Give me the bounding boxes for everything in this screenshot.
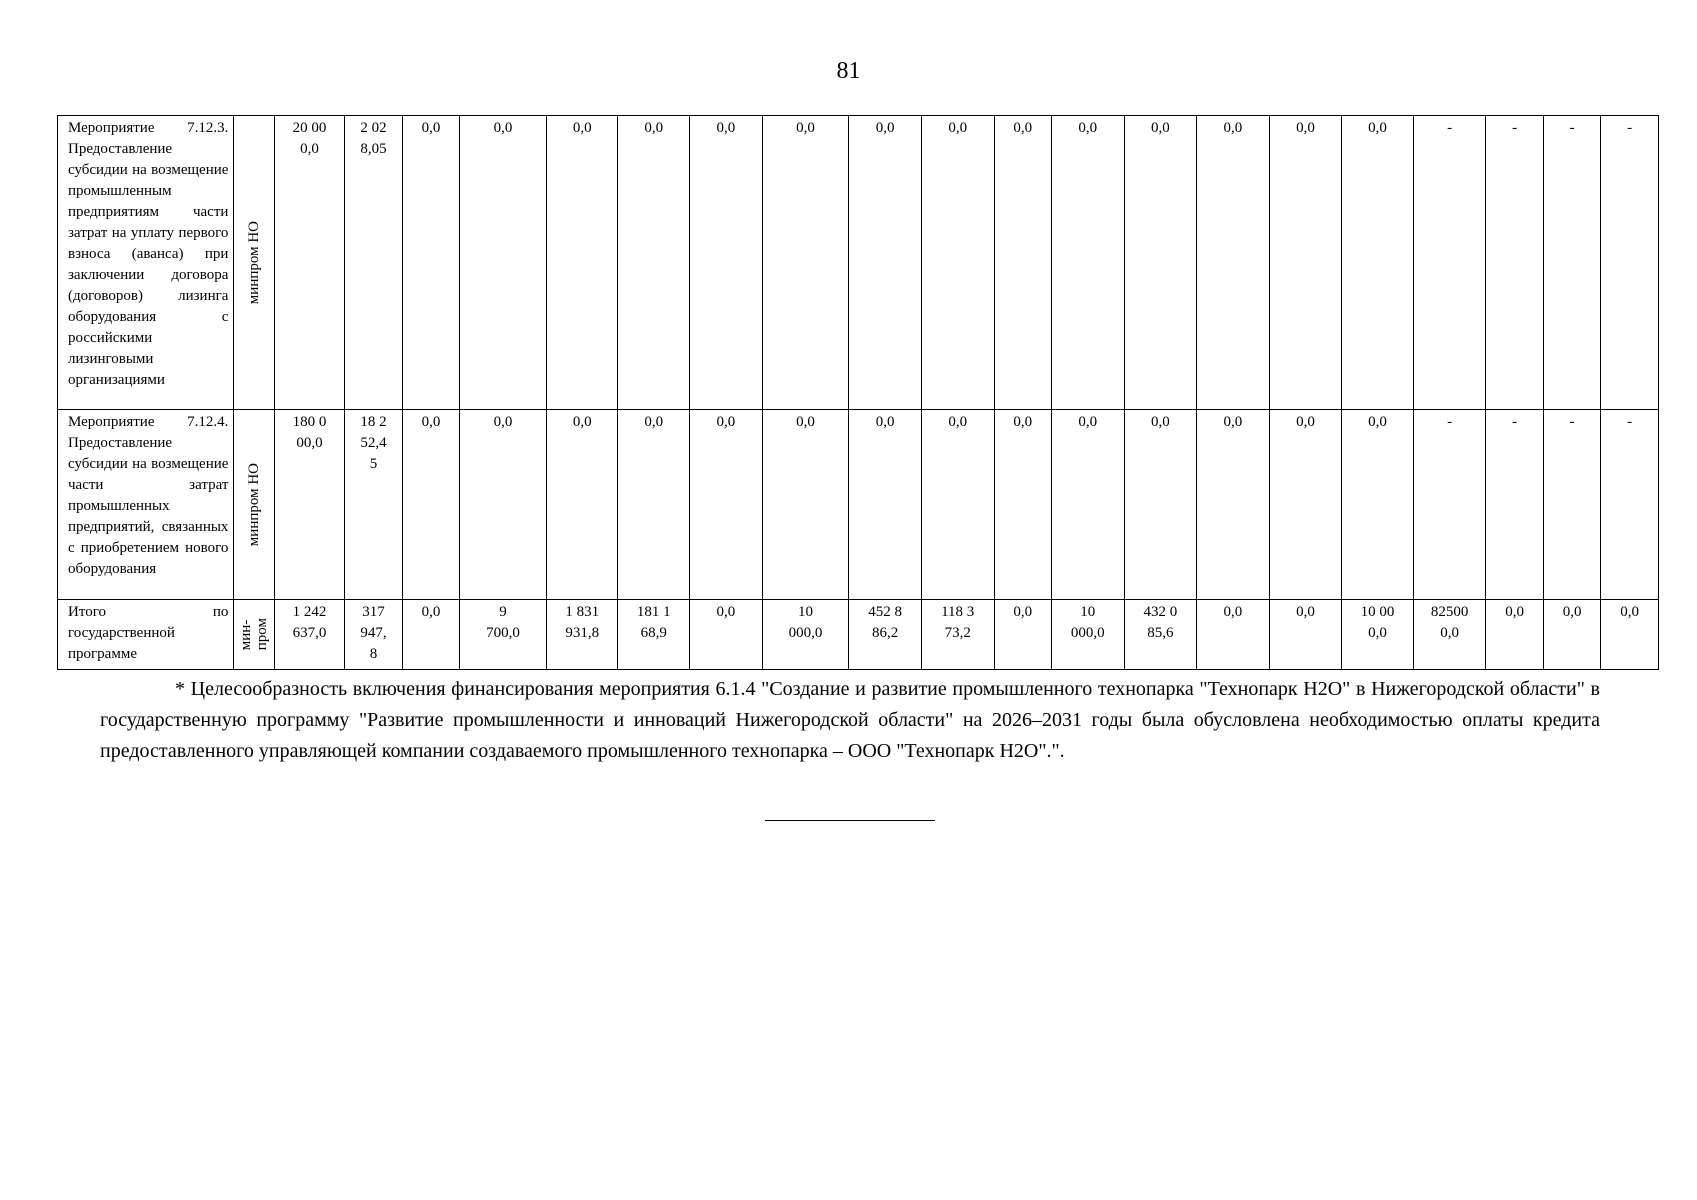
value-cell <box>460 116 547 410</box>
cell-value: 1 242 637,0 <box>292 604 327 641</box>
cell-value: 82500 0,0 <box>1430 604 1469 641</box>
footnote-text: * Целесообразность включения финансирования мероприятия 6.1.4 "Создание и развитие промышленного технопарка "Технопарк H2O" в Нижегородской области" в государственную программу "Развитие промышленности и инноваций Нижегородской области" на 2026–2031 годы была обусловлена необходимостью оплаты кредита предоставленного управляющей компании создаваемого промышленного технопарка – ООО "Технопарк H2O".". <box>100 678 1600 762</box>
value-cell <box>1342 116 1414 410</box>
table-row <box>58 116 1659 410</box>
cell-value: 0,0 <box>875 414 895 430</box>
cell-value: 10 00 0,0 <box>1360 604 1395 641</box>
cell-value: 0,0 <box>493 120 513 136</box>
cell-value: - <box>1569 120 1575 136</box>
value-cell <box>994 116 1051 410</box>
value-cell <box>1269 600 1342 670</box>
executor-label: минпром НО <box>246 462 263 547</box>
cell-value: 0,0 <box>716 120 736 136</box>
value-cell <box>690 410 763 600</box>
cell-value: 0,0 <box>796 120 815 136</box>
cell-value: 0,0 <box>1078 120 1098 136</box>
value-cell <box>618 600 690 670</box>
value-cell <box>274 600 345 670</box>
value-cell <box>994 600 1051 670</box>
value-cell <box>1197 600 1270 670</box>
cell-value: 452 8 86,2 <box>868 604 902 641</box>
value-cell <box>921 600 994 670</box>
cell-value: 0,0 <box>1013 120 1033 136</box>
cell-value: 0,0 <box>1620 604 1640 620</box>
value-cell <box>1051 116 1124 410</box>
executor-label: мин- пром <box>238 618 271 651</box>
value-cell <box>1124 116 1197 410</box>
value-cell <box>762 600 849 670</box>
cell-value: 0,0 <box>644 414 664 430</box>
cell-value: 20 00 0,0 <box>292 120 327 157</box>
value-cell <box>345 410 402 600</box>
value-cell <box>1051 600 1124 670</box>
value-cell <box>1124 410 1197 600</box>
cell-value: 0,0 <box>1150 120 1170 136</box>
executor-cell <box>234 410 274 600</box>
value-cell <box>849 600 922 670</box>
cell-value: 0,0 <box>716 414 736 430</box>
cell-value: 10 000,0 <box>788 604 823 641</box>
executor-cell <box>234 116 274 410</box>
value-cell <box>402 600 459 670</box>
value-cell <box>460 410 547 600</box>
measure-name: Мероприятие 7.12.4. Предоставление субсидии на возмещение части затрат промышленных предприятий, связанных с приобретением нового оборудования <box>58 410 234 600</box>
cell-value: - <box>1512 120 1518 136</box>
cell-value: 317 947, 8 <box>360 604 387 662</box>
cell-value: 0,0 <box>1368 120 1387 136</box>
value-cell <box>994 410 1051 600</box>
cell-value: 0,0 <box>572 414 592 430</box>
cell-value: 181 1 68,9 <box>636 604 671 641</box>
cell-value: - <box>1627 414 1633 430</box>
table-row-total <box>58 600 1659 670</box>
value-cell <box>345 600 402 670</box>
cell-value: 18 2 52,4 5 <box>360 414 387 472</box>
cell-value: 0,0 <box>1223 120 1243 136</box>
value-cell <box>690 600 763 670</box>
value-cell <box>402 116 459 410</box>
value-cell <box>921 116 994 410</box>
value-cell <box>762 410 849 600</box>
cell-value: - <box>1447 414 1453 430</box>
value-cell <box>849 410 922 600</box>
value-cell <box>1413 410 1486 600</box>
total-label: Итого по государственной программе <box>58 600 234 670</box>
cell-value: 0,0 <box>644 120 664 136</box>
cell-value: 9 700,0 <box>486 604 520 641</box>
cell-value: 118 3 73,2 <box>941 604 975 641</box>
cell-value: 0,0 <box>1505 604 1525 620</box>
cell-value: 0,0 <box>421 414 441 430</box>
cell-value: 0,0 <box>1368 414 1387 430</box>
cell-value: 0,0 <box>1296 604 1315 620</box>
value-cell <box>1543 600 1600 670</box>
cell-value: 0,0 <box>1013 604 1033 620</box>
value-cell <box>618 410 690 600</box>
cell-value: - <box>1569 414 1575 430</box>
cell-value: 432 0 85,6 <box>1143 604 1178 641</box>
cell-value: 0,0 <box>1223 604 1243 620</box>
cell-value: 0,0 <box>1562 604 1582 620</box>
value-cell <box>1124 600 1197 670</box>
value-cell <box>1051 410 1124 600</box>
cell-value: 10 000,0 <box>1070 604 1105 641</box>
value-cell <box>1269 410 1342 600</box>
value-cell <box>1197 410 1270 600</box>
value-cell <box>1269 116 1342 410</box>
value-cell <box>1197 116 1270 410</box>
value-cell <box>546 600 618 670</box>
value-cell <box>849 116 922 410</box>
cell-value: 0,0 <box>1150 414 1170 430</box>
cell-value: 0,0 <box>796 414 815 430</box>
value-cell <box>1342 600 1414 670</box>
cell-value: 0,0 <box>1078 414 1098 430</box>
value-cell <box>618 116 690 410</box>
value-cell <box>1413 600 1486 670</box>
value-cell <box>1601 410 1659 600</box>
value-cell <box>274 410 345 600</box>
cell-value: 2 02 8,05 <box>360 120 387 157</box>
value-cell <box>1543 410 1600 600</box>
value-cell <box>402 410 459 600</box>
value-cell <box>460 600 547 670</box>
cell-value: - <box>1447 120 1453 136</box>
cell-value: 0,0 <box>421 120 441 136</box>
cell-value: 0,0 <box>875 120 895 136</box>
cell-value: 0,0 <box>948 414 968 430</box>
executor-cell <box>234 600 274 670</box>
cell-value: 1 831 931,8 <box>565 604 600 641</box>
cell-value: 0,0 <box>493 414 513 430</box>
measure-name: Мероприятие 7.12.3. Предоставление субсидии на возмещение промышленным предприятиям части затрат на уплату первого взноса (аванса) при заключении договора (договоров) лизинга оборудования с российскими лизинговыми организациями <box>58 116 234 410</box>
value-cell <box>546 116 618 410</box>
value-cell <box>1601 600 1659 670</box>
cell-value: 0,0 <box>1223 414 1243 430</box>
footnote <box>100 674 1600 767</box>
cell-value: 180 0 00,0 <box>292 414 327 451</box>
end-rule <box>765 820 935 821</box>
cell-value: 0,0 <box>948 120 968 136</box>
cell-value: - <box>1512 414 1518 430</box>
value-cell <box>1486 600 1543 670</box>
financing-table <box>57 115 1659 670</box>
value-cell <box>1543 116 1600 410</box>
table-row <box>58 410 1659 600</box>
value-cell <box>1342 410 1414 600</box>
cell-value: 0,0 <box>1296 120 1315 136</box>
value-cell <box>546 410 618 600</box>
value-cell <box>921 410 994 600</box>
cell-value: 0,0 <box>1296 414 1315 430</box>
value-cell <box>1486 116 1543 410</box>
value-cell <box>690 116 763 410</box>
executor-label: минпром НО <box>246 220 263 305</box>
value-cell <box>1601 116 1659 410</box>
value-cell <box>345 116 402 410</box>
cell-value: - <box>1627 120 1633 136</box>
cell-value: 0,0 <box>1013 414 1033 430</box>
page-number: 81 <box>836 58 861 84</box>
value-cell <box>762 116 849 410</box>
cell-value: 0,0 <box>421 604 441 620</box>
value-cell <box>274 116 345 410</box>
value-cell <box>1413 116 1486 410</box>
cell-value: 0,0 <box>572 120 592 136</box>
cell-value: 0,0 <box>716 604 736 620</box>
value-cell <box>1486 410 1543 600</box>
